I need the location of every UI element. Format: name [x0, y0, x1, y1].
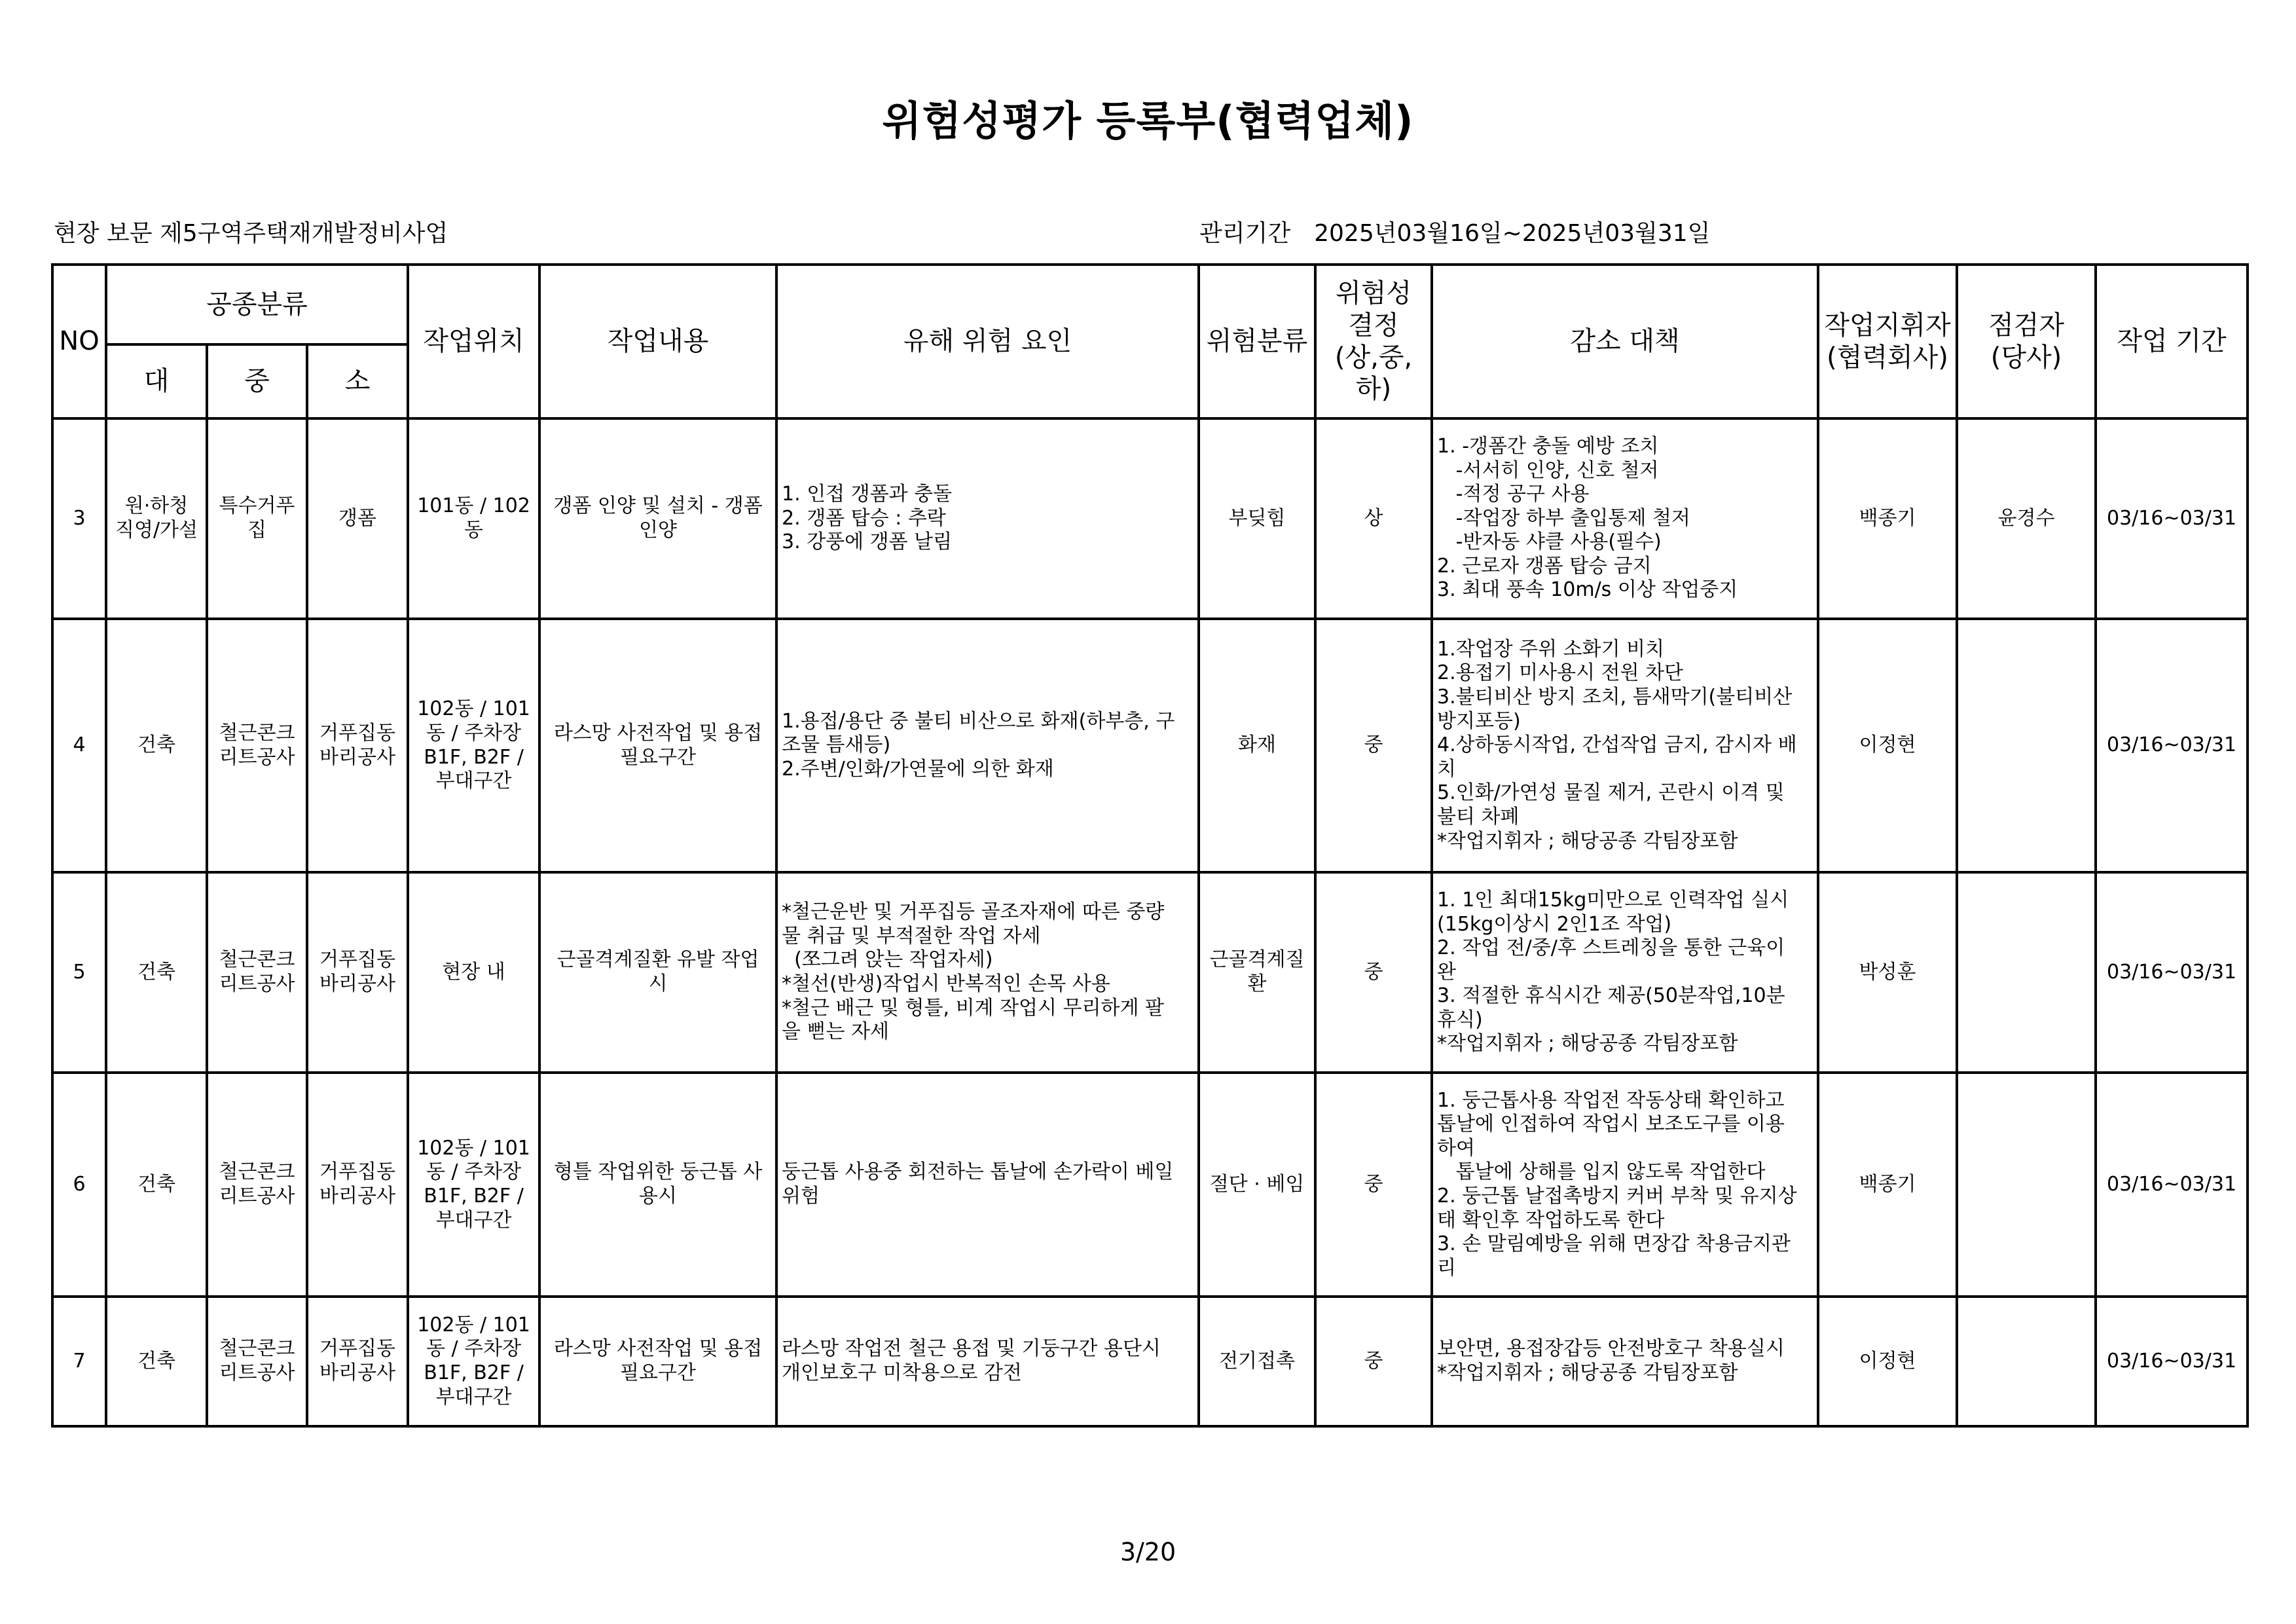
header-risk-level: 위험성 결정 (상,중, 하)	[1315, 265, 1432, 418]
cell-cat-mid: 특수거푸 집	[207, 418, 307, 619]
header-inspector: 점검자 (당사)	[1957, 265, 2096, 418]
cell-risk-type: 부딪힘	[1199, 418, 1315, 619]
cell-cat-small: 거푸집동 바리공사	[307, 1073, 408, 1297]
cell-content: 라스망 사전작업 및 용접 필요구간	[539, 619, 776, 872]
cell-no: 7	[52, 1297, 106, 1426]
cell-measures: 1. 1인 최대15kg미만으로 인력작업 실시 (15kg이상시 2인1조 작업) 2. 작업 전/중/후 스트레칭을 통한 근육이 완 3. 적절한 휴식시간 제공(50분작업,10분 휴식) *작업지휘자 ; 해당공종 각팀장포함	[1432, 872, 1818, 1073]
cell-cat-mid: 철근콘크 리트공사	[207, 1297, 307, 1426]
cell-risk-type: 근골격계질 환	[1199, 872, 1315, 1073]
cell-duration: 03/16~03/31	[2096, 418, 2248, 619]
cell-cat-large: 건축	[106, 1297, 207, 1426]
cell-duration: 03/16~03/31	[2096, 619, 2248, 872]
table-row	[52, 1297, 2248, 1426]
cell-risk-level: 중	[1315, 872, 1432, 1073]
cell-no: 5	[52, 872, 106, 1073]
cell-risk-level: 중	[1315, 619, 1432, 872]
cell-measures: 1.작업장 주위 소화기 비치 2.용접기 미사용시 전원 차단 3.불티비산 방지 조치, 틈새막기(불티비산 방지포등) 4.상하동시작업, 간섭작업 금지, 감시자 배 치 5.인화/가연성 물질 제거, 곤란시 이격 및 불티 차폐 *작업지휘자 ; 해당공종 각팀장포함	[1432, 619, 1818, 872]
cell-hazard: *철근운반 및 거푸집등 골조자재에 따른 중량 물 취급 및 부적절한 작업 자세 (쪼그려 앉는 작업자세) *철선(반생)작업시 반복적인 손목 사용 *철근 배근 및 형틀, 비계 작업시 무리하게 팔 을 뻗는 자세	[776, 872, 1199, 1073]
cell-risk-level: 상	[1315, 418, 1432, 619]
cell-inspector	[1957, 1073, 2096, 1297]
cell-measures: 보안면, 용접장갑등 안전방호구 착용실시 *작업지휘자 ; 해당공종 각팀장포함	[1432, 1297, 1818, 1426]
cell-risk-type: 화재	[1199, 619, 1315, 872]
risk-register-table	[51, 263, 2249, 1428]
cell-location: 102동 / 101 동 / 주차장 B1F, B2F / 부대구간	[408, 1073, 539, 1297]
cell-duration: 03/16~03/31	[2096, 872, 2248, 1073]
cell-cat-large: 건축	[106, 872, 207, 1073]
cell-cat-large: 원·하청 직영/가설	[106, 418, 207, 619]
cell-cat-mid: 철근콘크 리트공사	[207, 1073, 307, 1297]
cell-hazard: 라스망 작업전 철근 용접 및 기둥구간 용단시 개인보호구 미착용으로 감전	[776, 1297, 1199, 1426]
cell-duration: 03/16~03/31	[2096, 1297, 2248, 1426]
table-row	[52, 418, 2248, 619]
header-cat-small: 소	[307, 344, 408, 418]
cell-cat-mid: 철근콘크 리트공사	[207, 619, 307, 872]
header-duration: 작업 기간	[2096, 265, 2248, 418]
header-cat-large: 대	[106, 344, 207, 418]
table-row	[52, 1073, 2248, 1297]
cell-cat-small: 거푸집동 바리공사	[307, 619, 408, 872]
cell-cat-mid: 철근콘크 리트공사	[207, 872, 307, 1073]
cell-measures: 1. -갱폼간 충돌 예방 조치 -서서히 인양, 신호 철저 -적정 공구 사용 -작업장 하부 출입통제 철저 -반자동 샤클 사용(필수) 2. 근로자 갱폼 탑승 금지 3. 최대 풍속 10m/s 이상 작업중지	[1432, 418, 1818, 619]
page-title: 위험성평가 등록부(협력업체)	[882, 97, 1414, 145]
cell-measures: 1. 둥근톱사용 작업전 작동상태 확인하고 톱날에 인접하여 작업시 보조도구를 이용 하여 톱날에 상해를 입지 않도록 작업한다 2. 둥근톱 날접촉방지 커버 부착 및 유지상 태 확인후 작업하도록 한다 3. 손 말림예방을 위해 면장갑 착용금지관 리	[1432, 1073, 1818, 1297]
period-label: 관리기간	[1199, 220, 1291, 247]
cell-risk-level: 중	[1315, 1073, 1432, 1297]
header-hazard: 유해 위험 요인	[776, 265, 1199, 418]
cell-cat-small: 거푸집동 바리공사	[307, 1297, 408, 1426]
cell-no: 6	[52, 1073, 106, 1297]
cell-hazard: 1.용접/용단 중 불티 비산으로 화재(하부층, 구 조물 틈새등) 2.주변/인화/가연물에 의한 화재	[776, 619, 1199, 872]
header-location: 작업위치	[408, 265, 539, 418]
cell-hazard: 1. 인접 갱폼과 충돌 2. 갱폼 탑승 : 추락 3. 강풍에 갱폼 날림	[776, 418, 1199, 619]
cell-supervisor: 박성훈	[1818, 872, 1957, 1073]
header-cat-mid: 중	[207, 344, 307, 418]
cell-location: 101동 / 102 동	[408, 418, 539, 619]
cell-content: 근골격계질환 유발 작업 시	[539, 872, 776, 1073]
header-content: 작업내용	[539, 265, 776, 418]
site-label: 현장	[54, 220, 100, 247]
cell-content: 형틀 작업위한 둥근톱 사 용시	[539, 1073, 776, 1297]
header-row-top	[52, 265, 2248, 344]
cell-duration: 03/16~03/31	[2096, 1073, 2248, 1297]
cell-risk-type: 절단 · 베임	[1199, 1073, 1315, 1297]
header-measures: 감소 대책	[1432, 265, 1818, 418]
cell-risk-level: 중	[1315, 1297, 1432, 1426]
table-row	[52, 619, 2248, 872]
cell-location: 102동 / 101 동 / 주차장 B1F, B2F / 부대구간	[408, 1297, 539, 1426]
cell-content: 라스망 사전작업 및 용접 필요구간	[539, 1297, 776, 1426]
cell-location: 102동 / 101 동 / 주차장 B1F, B2F / 부대구간	[408, 619, 539, 872]
site-info	[54, 215, 448, 248]
header-supervisor: 작업지휘자 (협력회사)	[1818, 265, 1957, 418]
page-number: 3/20	[1120, 1538, 1176, 1566]
cell-cat-small: 갱폼	[307, 418, 408, 619]
cell-no: 4	[52, 619, 106, 872]
cell-risk-type: 전기접촉	[1199, 1297, 1315, 1426]
cell-supervisor: 백종기	[1818, 418, 1957, 619]
cell-supervisor: 백종기	[1818, 1073, 1957, 1297]
cell-content: 갱폼 인양 및 설치 - 갱폼 인양	[539, 418, 776, 619]
cell-inspector	[1957, 872, 2096, 1073]
cell-no: 3	[52, 418, 106, 619]
cell-cat-large: 건축	[106, 619, 207, 872]
cell-inspector: 윤경수	[1957, 418, 2096, 619]
cell-inspector	[1957, 619, 2096, 872]
table-row	[52, 872, 2248, 1073]
header-risk-type: 위험분류	[1199, 265, 1315, 418]
period-info	[1199, 215, 1710, 248]
cell-supervisor: 이정현	[1818, 1297, 1957, 1426]
cell-location: 현장 내	[408, 872, 539, 1073]
cell-cat-large: 건축	[106, 1073, 207, 1297]
cell-supervisor: 이정현	[1818, 619, 1957, 872]
period-value: 2025년03월16일~2025년03월31일	[1314, 220, 1711, 247]
cell-hazard: 둥근톱 사용중 회전하는 톱날에 손가락이 베일 위험	[776, 1073, 1199, 1297]
site-name: 보문 제5구역주택재개발정비사업	[107, 220, 448, 247]
cell-cat-small: 거푸집동 바리공사	[307, 872, 408, 1073]
cell-inspector	[1957, 1297, 2096, 1426]
header-no: NO	[52, 265, 106, 418]
header-category: 공종분류	[106, 265, 408, 344]
